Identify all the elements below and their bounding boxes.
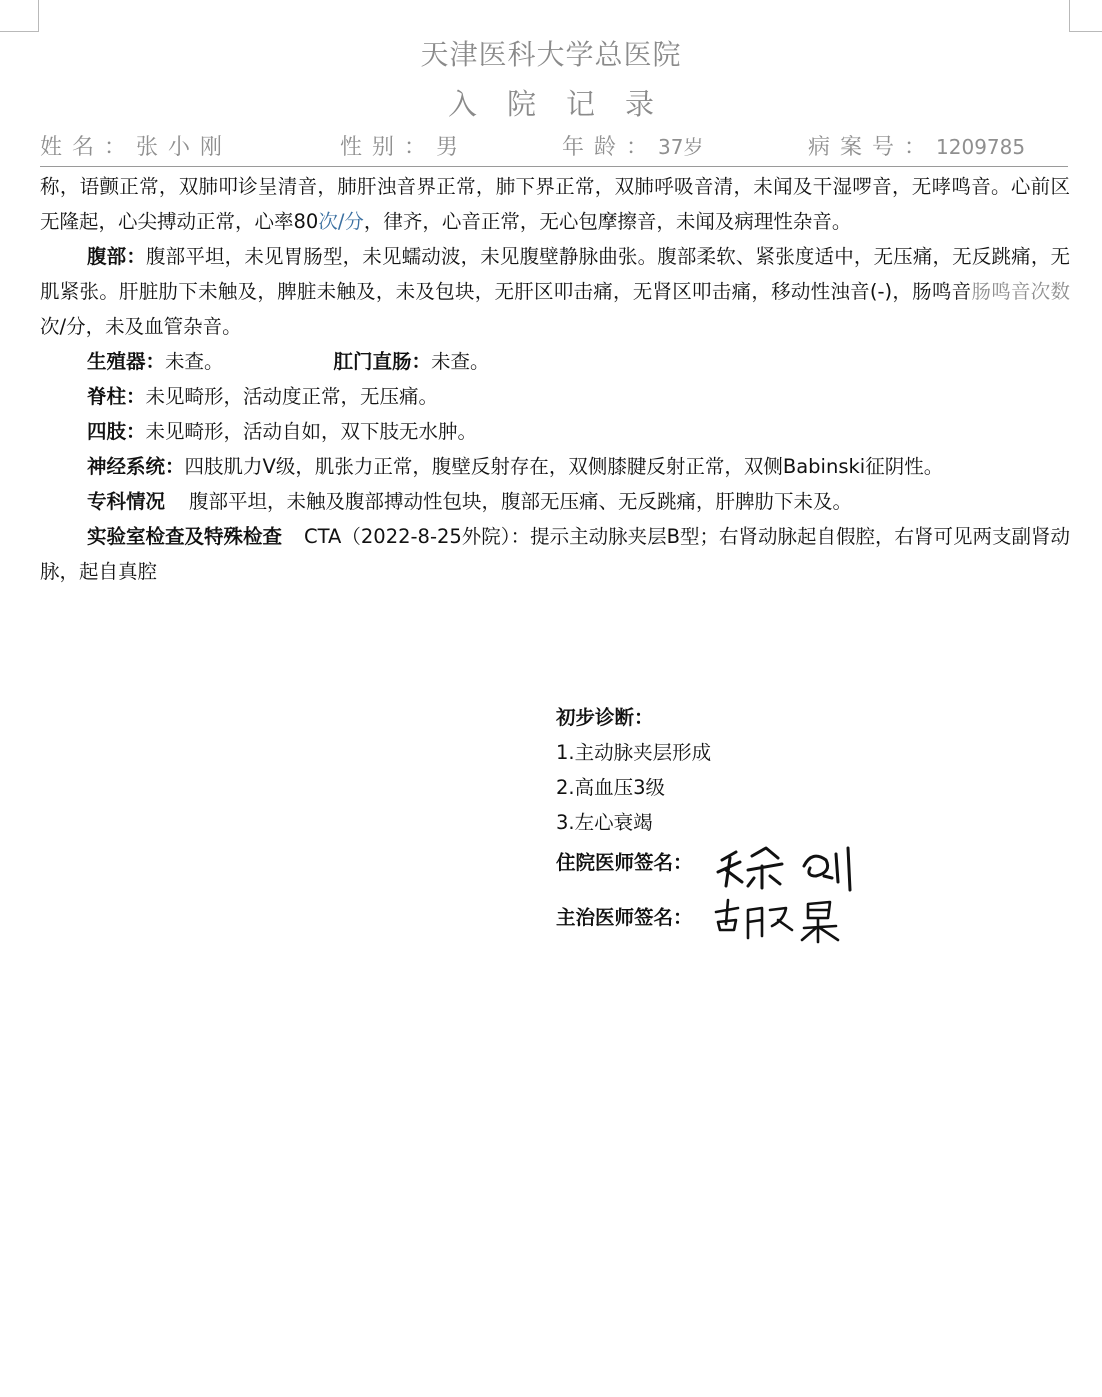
- attending-signature-label: 主治医师签名：: [556, 906, 693, 929]
- specialty-line: 专科情况 腹部平坦，未触及腹部搏动性包块，腹部无压痛、无反跳痛，肝脾肋下未及。: [87, 490, 853, 513]
- resident-signature-row: [556, 847, 693, 875]
- resident-signature-label: 住院医师签名：: [556, 851, 693, 874]
- hospital-name: 天津医科大学总医院: [420, 38, 682, 71]
- name-label: 姓名：: [40, 135, 137, 160]
- page-corner-mark-left: [0, 0, 39, 32]
- patient-age: 37岁: [658, 135, 704, 159]
- gender-label: 性别：: [340, 135, 437, 160]
- rectal-label: 肛门直肠：: [333, 350, 432, 373]
- spine-line: 脊柱：未见畸形，活动度正常，无压痛。: [87, 385, 439, 408]
- specialty-label: 专科情况: [87, 490, 166, 513]
- diagnosis-item: 1.主动脉夹层形成: [556, 741, 712, 764]
- genital-rectal-line: 生殖器：未查。 肛门直肠：未查。: [87, 350, 490, 373]
- patient-info-row: [40, 128, 1068, 167]
- limbs-label: 四肢：: [87, 420, 146, 443]
- diagnosis-item: 3.左心衰竭: [556, 811, 653, 834]
- neuro-paragraph: 神经系统：四肢肌力Ⅴ级，肌张力正常，腹壁反射存在，双侧膝腱反射正常，双侧Babinski征阴性。: [87, 455, 944, 478]
- resident-handwritten-signature: [712, 842, 862, 894]
- patient-name: 张小刚: [136, 135, 233, 160]
- limbs-line: 四肢：未见畸形，活动自如，双下肢无水肿。: [87, 420, 478, 443]
- abdomen-label: 腹部：: [87, 245, 146, 268]
- attending-signature-row: [556, 902, 693, 930]
- neuro-label: 神经系统：: [87, 455, 185, 478]
- exam-content: [40, 169, 1070, 589]
- patient-age-field: [562, 130, 703, 161]
- bowel-sound-placeholder: 肠鸣音次数: [971, 280, 1070, 303]
- record-number: 1209785: [936, 135, 1026, 159]
- patient-gender: 男: [436, 135, 459, 160]
- record-label: 病案号：: [808, 135, 937, 160]
- diagnosis-block: [556, 700, 711, 840]
- diagnosis-item: 2.高血压3级: [556, 776, 666, 799]
- page-corner-mark-right: [1069, 0, 1102, 32]
- lab-label: 实验室检查及特殊检查: [87, 525, 283, 548]
- attending-handwritten-signature: [712, 896, 862, 948]
- genital-label: 生殖器：: [87, 350, 166, 373]
- spine-label: 脊柱：: [87, 385, 146, 408]
- patient-gender-field: [340, 130, 458, 161]
- age-label: 年龄：: [562, 135, 659, 160]
- record-number-field: [808, 130, 1025, 161]
- document-title: 入院记录: [447, 87, 684, 121]
- abdomen-exam-paragraph: 腹部：腹部平坦，未见胃肠型，未见蠕动波，未见腹壁静脉曲张。腹部柔软、紧张度适中，无压痛，无反跳痛，无肌紧张。肝脏肋下未触及，脾脏未触及，未及包块，无肝区叩击痛，无肾区叩击痛，移动性浊音(-)，肠鸣音肠鸣音次数次/分，未及血管杂音。: [40, 245, 1070, 338]
- patient-name-field: [40, 130, 232, 161]
- chest-exam-paragraph: 称，语颤正常，双肺叩诊呈清音，肺肝浊音界正常，肺下界正常，双肺呼吸音清，未闻及干湿啰音，无哮鸣音。心前区无隆起，心尖搏动正常，心率80次/分，律齐，心音正常，无心包摩擦音，未闻及病理性杂音。: [40, 175, 1070, 233]
- lab-paragraph: 实验室检查及特殊检查 CTA（2022-8-25外院）：提示主动脉夹层B型；右肾动脉起自假腔，右肾可见两支副肾动脉，起自真腔: [40, 525, 1070, 583]
- heart-rate-unit: 次/分: [318, 210, 364, 233]
- diagnosis-label: 初步诊断：: [556, 706, 654, 729]
